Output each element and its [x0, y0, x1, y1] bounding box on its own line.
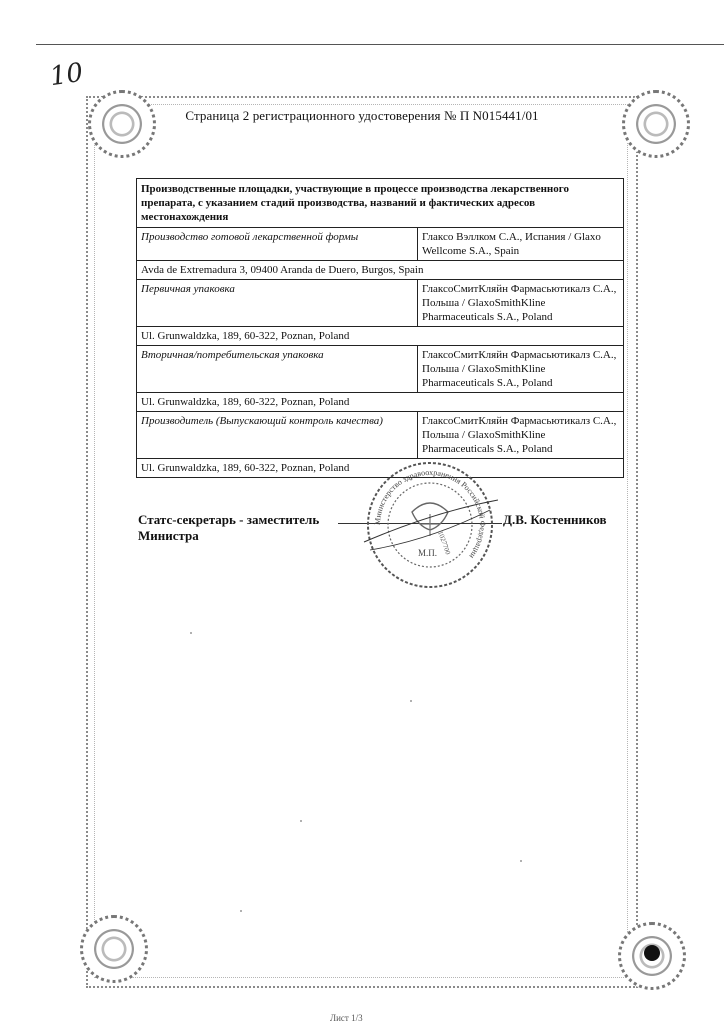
official-seal-icon [362, 460, 498, 590]
company-cell: Глаксо Вэллком С.А., Испания / Glaxo Wellcome S.A., Spain [422, 231, 601, 257]
security-dot-mark [644, 945, 660, 961]
stage-cell: Вторичная/потребительская упаковка [137, 346, 418, 392]
page-title: Страница 2 регистрационного удостоверения № П N015441/01 [185, 108, 539, 123]
production-sites-table [136, 178, 624, 478]
stage-cell: Производитель (Выпускающий контроль качества) [137, 412, 418, 458]
address-row [137, 327, 623, 346]
table-row [137, 346, 623, 393]
scan-speck [300, 820, 302, 822]
signatory-name: Д.В. Костенников [503, 512, 607, 527]
table-row [137, 412, 623, 459]
stage-cell: Производство готовой лекарственной формы [137, 228, 418, 260]
rosette-ornament-icon [622, 90, 690, 158]
table-row [137, 280, 623, 327]
signatory-title [138, 512, 319, 544]
address-cell: Ul. Grunwaldzka, 189, 60-322, Poznan, Poland [141, 462, 350, 474]
address-row [137, 261, 623, 280]
company-cell: ГлаксоСмитКляйн Фармасьютикалз С.А., Польша / GlaxoSmithKline Pharmaceuticals S.A., Poland [422, 283, 617, 323]
table-header: Производственные площадки, участвующие в процессе производства лекарственного препарата, с указанием стадий производства, названий и фактических адресов местонахождения [137, 179, 623, 228]
table-row [137, 228, 623, 261]
handwritten-page-number: 10 [48, 57, 86, 93]
address-row [137, 393, 623, 412]
seal-number: 1027700 [436, 529, 453, 556]
stage-cell: Первичная упаковка [137, 280, 418, 326]
rosette-ornament-icon [88, 90, 156, 158]
signatory-title-line2: Министра [138, 528, 199, 543]
scan-speck [190, 632, 192, 634]
scan-speck [240, 910, 242, 912]
address-cell: Ul. Grunwaldzka, 189, 60-322, Poznan, Poland [141, 330, 350, 342]
rosette-ornament-icon [80, 915, 148, 983]
address-cell: Ul. Grunwaldzka, 189, 60-322, Poznan, Poland [141, 396, 350, 408]
top-rule [36, 44, 724, 45]
company-cell: ГлаксоСмитКляйн Фармасьютикалз С.А., Польша / GlaxoSmithKline Pharmaceuticals S.A., Poland [422, 415, 617, 455]
seal-ring-text: Министерство здравоохранения Российской Федерации [372, 467, 488, 561]
seal-center-text: М.П. [418, 548, 438, 558]
scan-speck [520, 860, 522, 862]
company-cell: ГлаксоСмитКляйн Фармасьютикалз С.А., Польша / GlaxoSmithKline Pharmaceuticals S.A., Poland [422, 349, 617, 389]
footer-sheet-number: Лист 1/3 [330, 1013, 363, 1023]
scan-speck [410, 700, 412, 702]
address-cell: Avda de Extremadura 3, 09400 Aranda de Duero, Burgos, Spain [141, 264, 424, 276]
signatory-title-line1: Статс-секретарь - заместитель [138, 512, 320, 527]
